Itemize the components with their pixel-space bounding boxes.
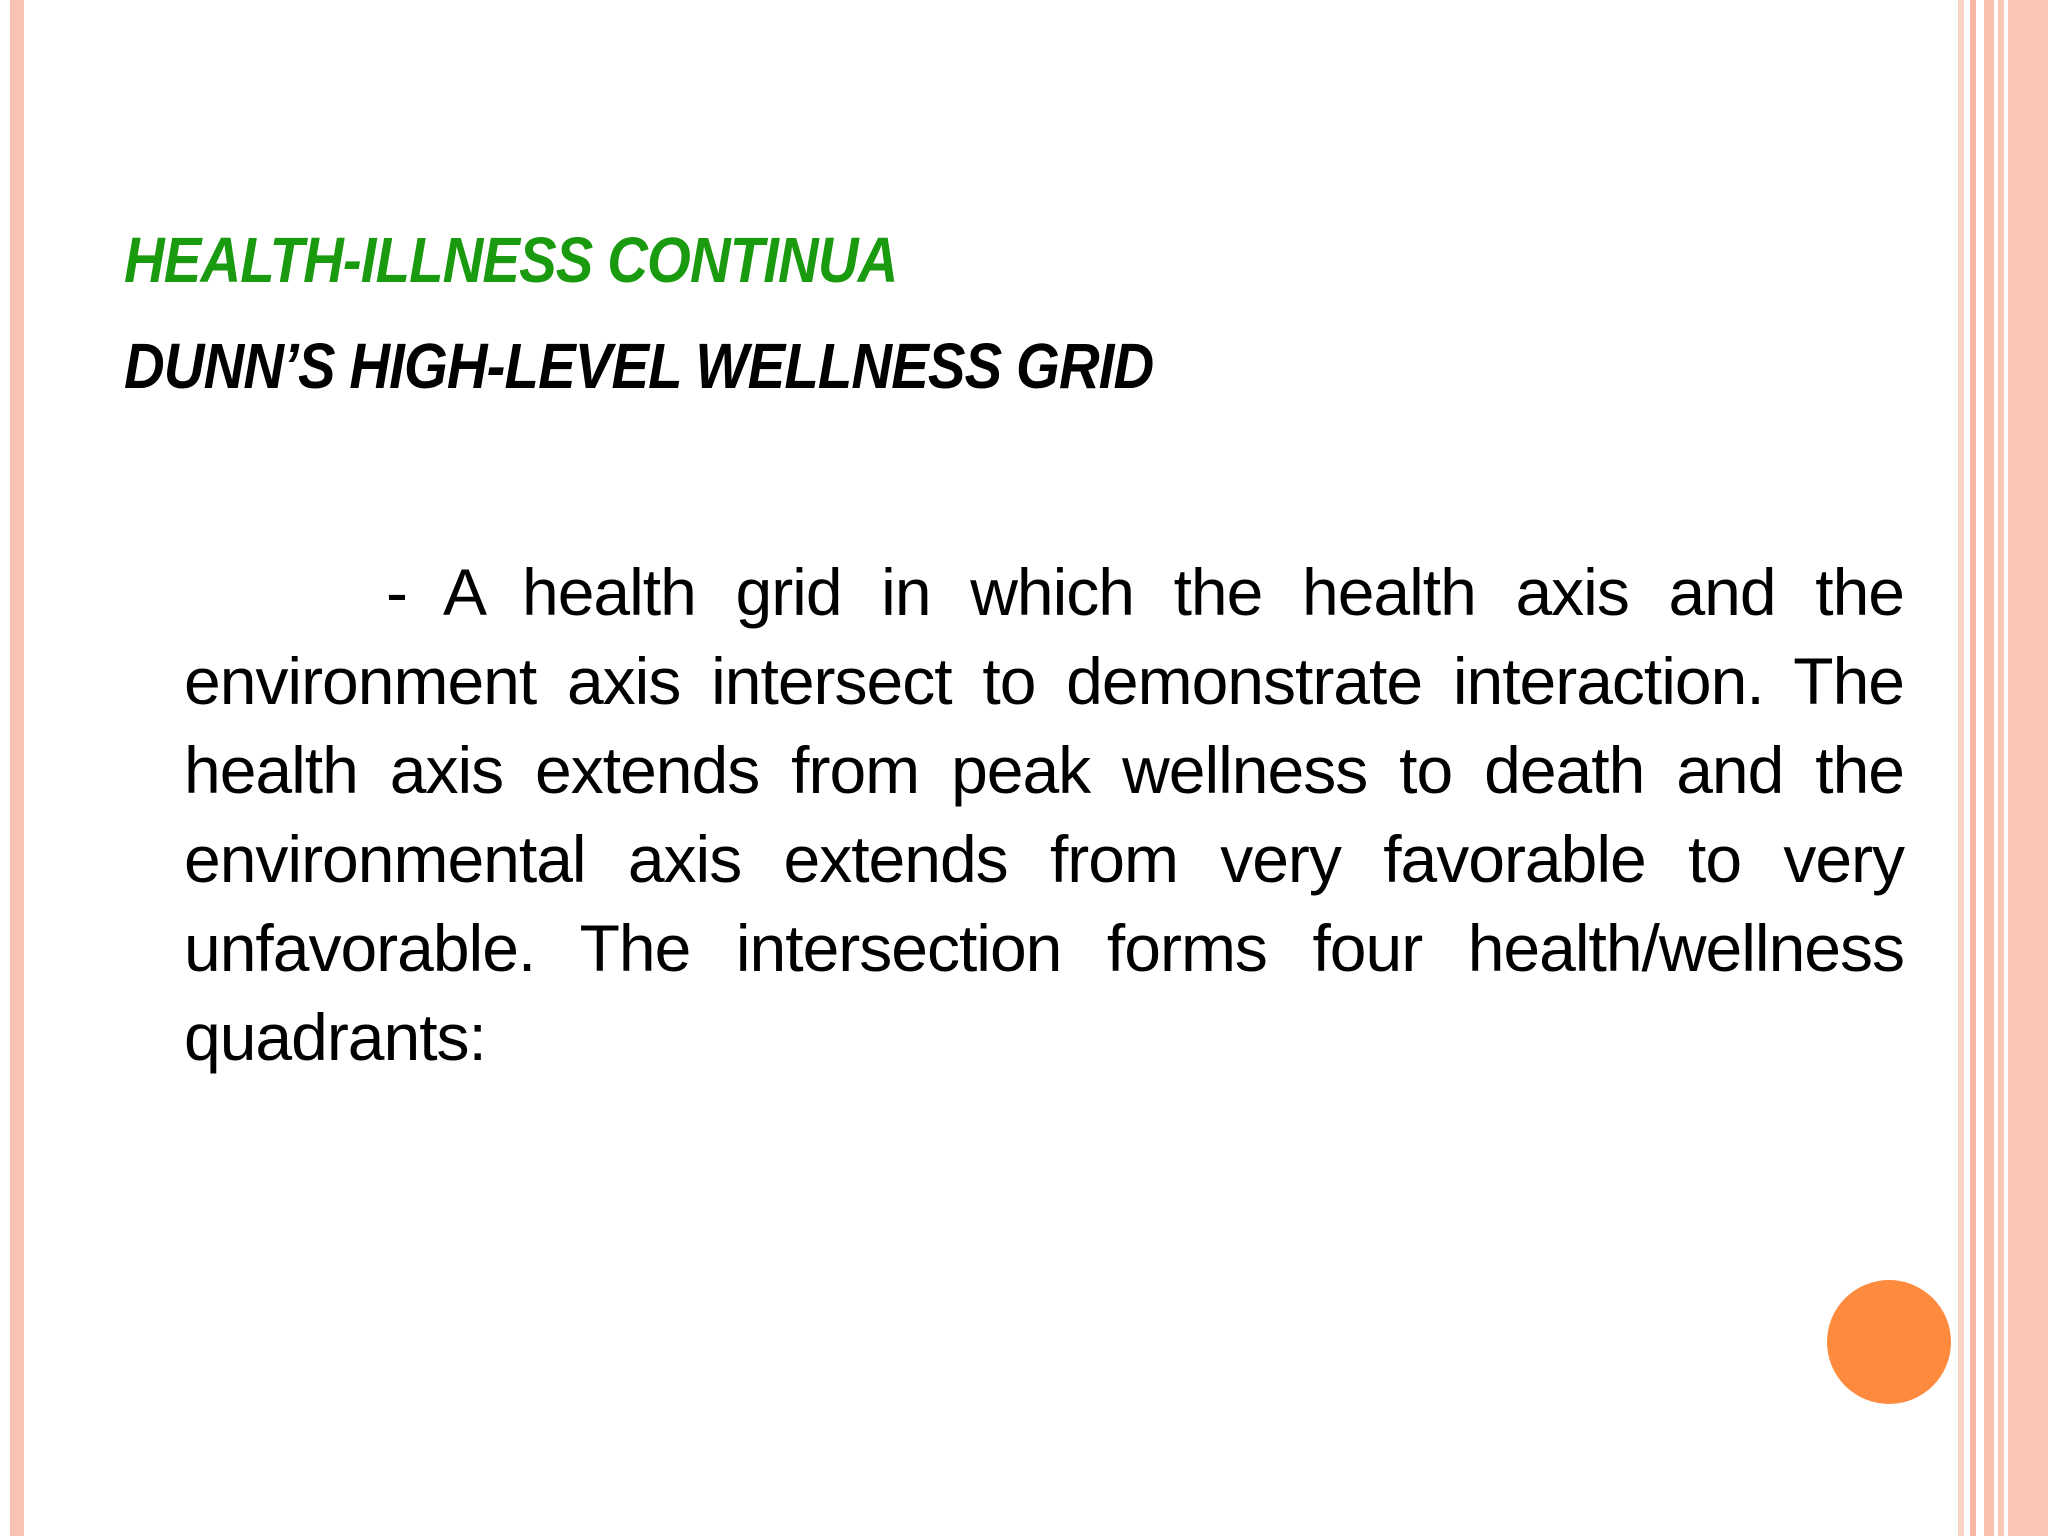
right-border-stripe <box>2008 0 2048 1536</box>
right-border-stripe <box>1958 0 1964 1536</box>
left-border-stripe <box>10 0 24 1536</box>
right-border-stripe <box>1984 0 1994 1536</box>
body-paragraph: - A health grid in which the health axis and the environment axis intersect to demonstrate interaction. The health axis extends from peak wellness to death and the environmental axis extends from very favorable to very unfavorable. The intersection forms four health/wellness quadrants: <box>184 555 1904 1074</box>
slide-title: HEALTH-ILLNESS CONTINUA <box>124 224 898 296</box>
right-border-stripe <box>1970 0 1976 1536</box>
slide-subtitle: DUNN’S HIGH-LEVEL WELLNESS GRID <box>124 330 1154 402</box>
orange-circle-decoration <box>1827 1280 1951 1404</box>
right-border-stripe <box>1998 0 2004 1536</box>
